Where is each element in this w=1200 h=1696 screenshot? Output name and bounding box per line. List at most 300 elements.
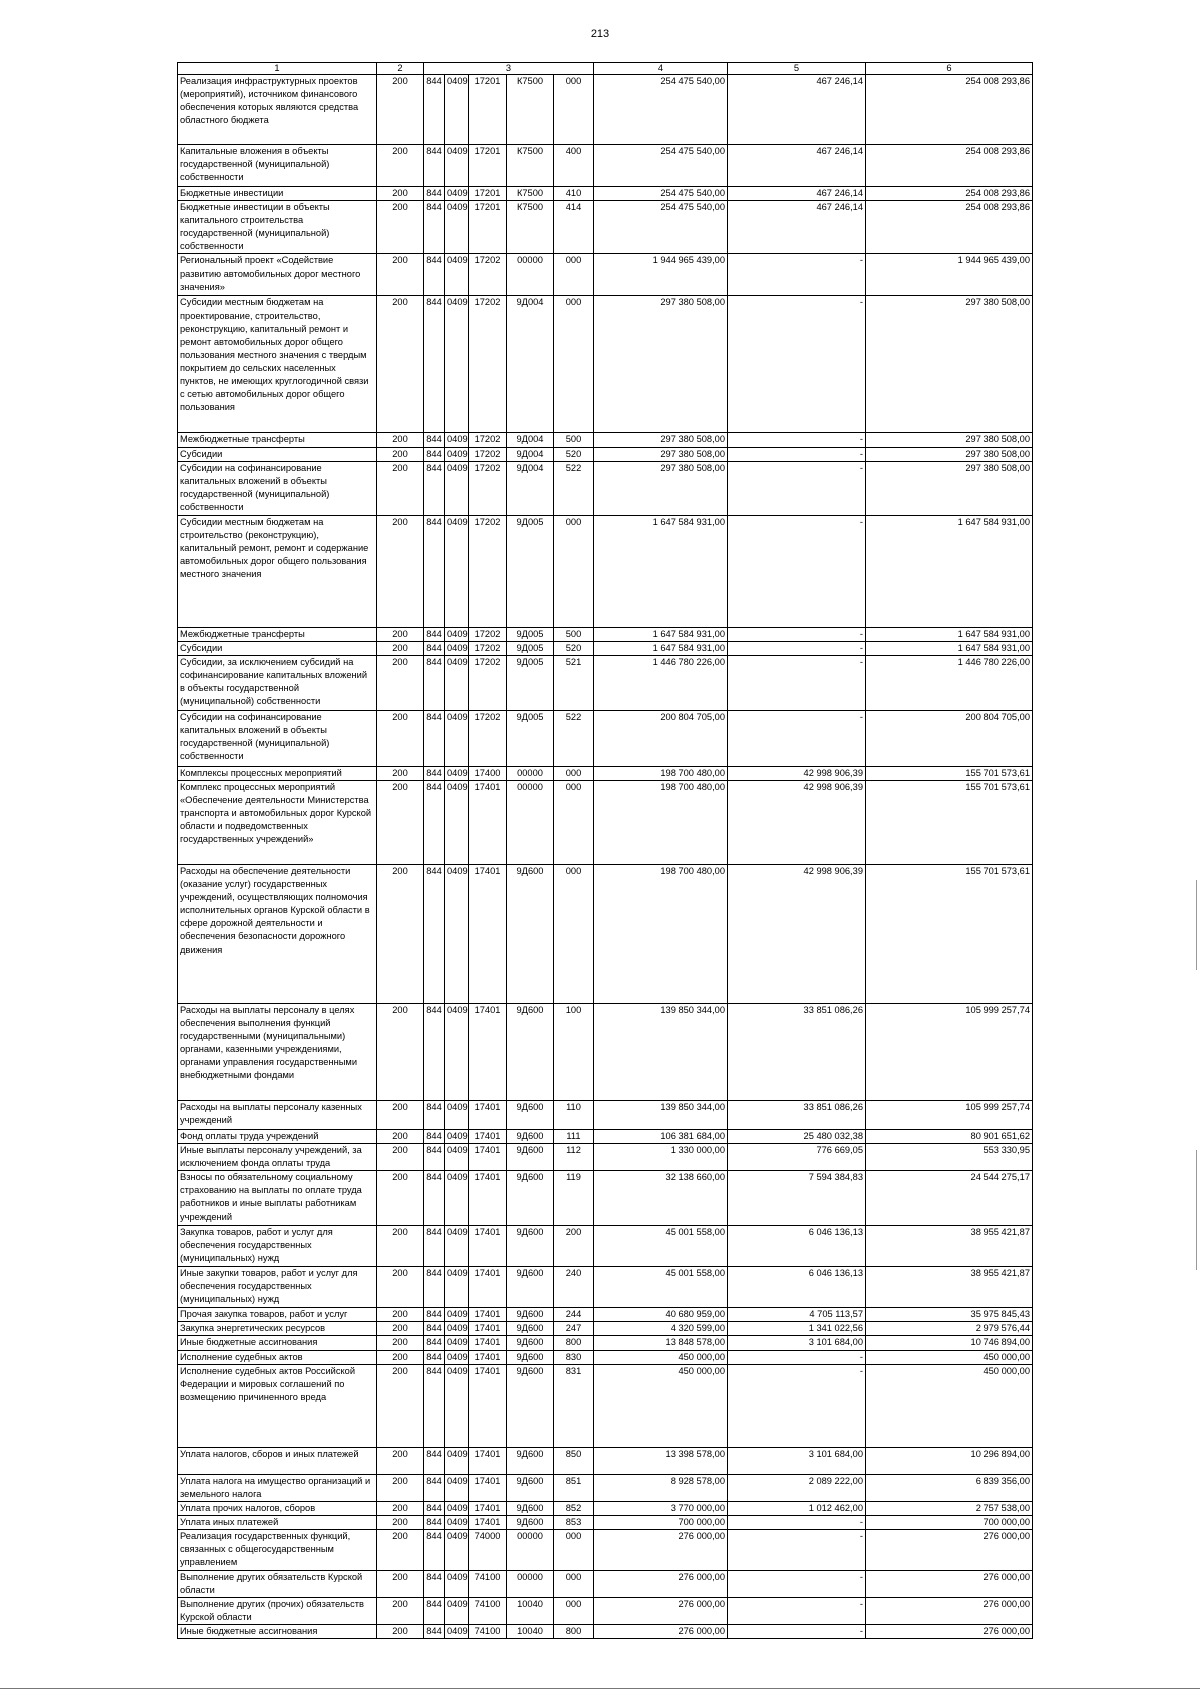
code-program: 17202 [469,433,507,447]
code-program: 17202 [469,627,507,641]
value-col-4: 254 475 540,00 [594,201,728,254]
value-col-6: 24 544 275,17 [866,1171,1033,1226]
code-section: 200 [377,655,424,710]
value-col-4: 450 000,00 [594,1350,728,1364]
code-expense-type: 247 [554,1322,594,1336]
value-col-6: 297 380 508,00 [866,461,1033,515]
page-number: 213 [590,28,610,40]
row-name: Расходы на выплаты персоналу в целях обеспечения выполнения функций государственными (муниципальными) органами, казенными учреждениями, органами управления государственными внебюджетными фондами [178,1003,377,1100]
code-subsection: 0409 [445,710,469,766]
code-ministry: 844 [424,1474,445,1501]
code-direction: 00000 [507,780,554,864]
table-row [178,1570,1033,1597]
value-col-5: 4 705 113,57 [728,1308,866,1322]
code-section: 200 [377,1267,424,1308]
value-col-5: 467 246,14 [728,201,866,254]
code-subsection: 0409 [445,1447,469,1474]
code-expense-type: 112 [554,1144,594,1171]
table-row [178,864,1033,1003]
value-col-5: - [728,710,866,766]
code-subsection: 0409 [445,627,469,641]
row-name: Исполнение судебных актов [178,1350,377,1364]
row-name: Межбюджетные трансферты [178,433,377,447]
value-col-6: 276 000,00 [866,1570,1033,1597]
column-header: 1 [178,63,377,75]
value-col-6: 6 839 356,00 [866,1474,1033,1501]
code-subsection: 0409 [445,1267,469,1308]
code-program: 74100 [469,1598,507,1625]
code-program: 74100 [469,1625,507,1639]
code-program: 17401 [469,1171,507,1226]
code-section: 200 [377,201,424,254]
value-col-4: 276 000,00 [594,1529,728,1570]
code-subsection: 0409 [445,864,469,1003]
code-ministry: 844 [424,1350,445,1364]
code-section: 200 [377,1625,424,1639]
code-section: 200 [377,447,424,461]
code-ministry: 844 [424,864,445,1003]
code-program: 17401 [469,1100,507,1129]
row-name: Бюджетные инвестиции [178,187,377,201]
value-col-6: 297 380 508,00 [866,296,1033,433]
code-program: 17201 [469,145,507,187]
table-row [178,1171,1033,1226]
code-ministry: 844 [424,1501,445,1515]
row-name: Капитальные вложения в объекты государственной (муниципальной) собственности [178,145,377,187]
code-section: 200 [377,1171,424,1226]
code-expense-type: 414 [554,201,594,254]
code-expense-type: 000 [554,1570,594,1597]
table-row [178,1308,1033,1322]
code-expense-type: 110 [554,1100,594,1129]
row-name: Иные закупки товаров, работ и услуг для обеспечения государственных (муниципальных) нужд [178,1267,377,1308]
code-program: 17401 [469,1350,507,1364]
value-col-5: - [728,1350,866,1364]
code-program: 17202 [469,515,507,627]
code-expense-type: 831 [554,1364,594,1447]
value-col-4: 1 647 584 931,00 [594,641,728,655]
code-subsection: 0409 [445,75,469,145]
value-col-4: 297 380 508,00 [594,447,728,461]
code-ministry: 844 [424,1336,445,1350]
value-col-6: 254 008 293,86 [866,75,1033,145]
value-col-4: 1 647 584 931,00 [594,627,728,641]
value-col-6: 105 999 257,74 [866,1100,1033,1129]
value-col-6: 276 000,00 [866,1625,1033,1639]
code-subsection: 0409 [445,254,469,296]
row-name: Субсидии местным бюджетам на строительство (реконструкцию), капитальный ремонт, ремонт и содержание автомобильных дорог общего пользования местного значения [178,515,377,627]
code-expense-type: 851 [554,1474,594,1501]
code-expense-type: 240 [554,1267,594,1308]
value-col-5: - [728,655,866,710]
value-col-6: 450 000,00 [866,1364,1033,1447]
code-program: 17201 [469,201,507,254]
code-direction: 9Д600 [507,1226,554,1267]
code-ministry: 844 [424,1322,445,1336]
row-name: Выполнение других (прочих) обязательств Курской области [178,1598,377,1625]
table-row [178,1129,1033,1143]
code-expense-type: 119 [554,1171,594,1226]
code-expense-type: 100 [554,1003,594,1100]
code-ministry: 844 [424,1100,445,1129]
value-col-5: - [728,641,866,655]
code-subsection: 0409 [445,655,469,710]
code-subsection: 0409 [445,187,469,201]
row-name: Фонд оплаты труда учреждений [178,1129,377,1143]
code-direction: 9Д005 [507,641,554,655]
code-ministry: 844 [424,296,445,433]
row-name: Исполнение судебных актов Российской Федерации и мировых соглашений по возмещению причиненного вреда [178,1364,377,1447]
code-program: 74100 [469,1570,507,1597]
value-col-4: 1 944 965 439,00 [594,254,728,296]
table-row [178,627,1033,641]
value-col-4: 4 320 599,00 [594,1322,728,1336]
code-subsection: 0409 [445,296,469,433]
value-col-6: 38 955 421,87 [866,1267,1033,1308]
value-col-5: 467 246,14 [728,75,866,145]
table-row [178,296,1033,433]
code-program: 17401 [469,1003,507,1100]
code-section: 200 [377,461,424,515]
code-expense-type: 000 [554,515,594,627]
code-direction: 9Д600 [507,1474,554,1501]
code-section: 200 [377,1598,424,1625]
page-bottom-border [0,1688,1200,1689]
code-ministry: 844 [424,655,445,710]
value-col-5: - [728,1598,866,1625]
row-name: Расходы на выплаты персоналу казенных учреждений [178,1100,377,1129]
code-subsection: 0409 [445,1129,469,1143]
value-col-6: 200 804 705,00 [866,710,1033,766]
value-col-6: 1 647 584 931,00 [866,515,1033,627]
code-program: 17401 [469,1267,507,1308]
table-row [178,1267,1033,1308]
value-col-4: 200 804 705,00 [594,710,728,766]
code-subsection: 0409 [445,1598,469,1625]
code-direction: 9Д600 [507,1308,554,1322]
code-ministry: 844 [424,1529,445,1570]
value-col-4: 13 848 578,00 [594,1336,728,1350]
code-section: 200 [377,710,424,766]
code-direction: 9Д600 [507,1501,554,1515]
code-direction: 9Д600 [507,1515,554,1529]
code-ministry: 844 [424,461,445,515]
code-direction: 9Д004 [507,296,554,433]
table-row [178,1515,1033,1529]
value-col-5: 2 089 222,00 [728,1474,866,1501]
value-col-6: 155 701 573,61 [866,780,1033,864]
value-col-5: 467 246,14 [728,145,866,187]
value-col-6: 10 746 894,00 [866,1336,1033,1350]
value-col-5: 25 480 032,38 [728,1129,866,1143]
code-direction: 10040 [507,1625,554,1639]
code-expense-type: 800 [554,1336,594,1350]
value-col-5: 42 998 906,39 [728,780,866,864]
code-subsection: 0409 [445,515,469,627]
value-col-6: 38 955 421,87 [866,1226,1033,1267]
budget-table [177,62,1033,1639]
value-col-4: 198 700 480,00 [594,864,728,1003]
code-ministry: 844 [424,641,445,655]
code-subsection: 0409 [445,1501,469,1515]
code-expense-type: 200 [554,1226,594,1267]
code-program: 74000 [469,1529,507,1570]
value-col-5: 3 101 684,00 [728,1336,866,1350]
code-section: 200 [377,1226,424,1267]
column-header: 4 [594,63,728,75]
code-ministry: 844 [424,766,445,780]
code-section: 200 [377,1308,424,1322]
code-direction: 9Д600 [507,1267,554,1308]
row-name: Межбюджетные трансферты [178,627,377,641]
code-expense-type: 400 [554,145,594,187]
code-section: 200 [377,145,424,187]
table-header-row [178,63,1033,75]
code-ministry: 844 [424,433,445,447]
table-row [178,1100,1033,1129]
code-direction: 9Д600 [507,1171,554,1226]
row-name: Субсидии [178,447,377,461]
value-col-5: - [728,254,866,296]
value-col-6: 105 999 257,74 [866,1003,1033,1100]
value-col-6: 80 901 651,62 [866,1129,1033,1143]
value-col-4: 45 001 558,00 [594,1267,728,1308]
code-section: 200 [377,1336,424,1350]
table-row [178,447,1033,461]
table-row [178,1350,1033,1364]
value-col-5: 33 851 086,26 [728,1100,866,1129]
value-col-5: - [728,1529,866,1570]
code-ministry: 844 [424,75,445,145]
value-col-6: 1 446 780 226,00 [866,655,1033,710]
code-ministry: 844 [424,627,445,641]
code-section: 200 [377,1322,424,1336]
code-program: 17401 [469,1144,507,1171]
value-col-6: 1 647 584 931,00 [866,627,1033,641]
code-section: 200 [377,1570,424,1597]
code-direction: 9Д600 [507,1336,554,1350]
value-col-4: 1 647 584 931,00 [594,515,728,627]
code-program: 17401 [469,1308,507,1322]
code-expense-type: 522 [554,710,594,766]
code-subsection: 0409 [445,201,469,254]
table-row [178,201,1033,254]
code-program: 17401 [469,1336,507,1350]
value-col-4: 3 770 000,00 [594,1501,728,1515]
code-ministry: 844 [424,1570,445,1597]
code-program: 17202 [469,710,507,766]
code-ministry: 844 [424,515,445,627]
code-ministry: 844 [424,780,445,864]
row-name: Уплата прочих налогов, сборов [178,1501,377,1515]
code-expense-type: 520 [554,641,594,655]
code-subsection: 0409 [445,1364,469,1447]
code-section: 200 [377,433,424,447]
value-col-6: 2 979 576,44 [866,1322,1033,1336]
table-row [178,1322,1033,1336]
code-subsection: 0409 [445,766,469,780]
code-direction: 9Д005 [507,515,554,627]
code-program: 17401 [469,1226,507,1267]
value-col-5: 1 012 462,00 [728,1501,866,1515]
code-section: 200 [377,1100,424,1129]
code-ministry: 844 [424,1364,445,1447]
code-expense-type: 000 [554,254,594,296]
code-program: 17202 [469,254,507,296]
table-row [178,1474,1033,1501]
code-ministry: 844 [424,1447,445,1474]
column-header: 6 [866,63,1033,75]
code-direction: 10040 [507,1598,554,1625]
code-subsection: 0409 [445,1144,469,1171]
value-col-6: 155 701 573,61 [866,864,1033,1003]
code-direction: 9Д600 [507,1129,554,1143]
value-col-4: 45 001 558,00 [594,1226,728,1267]
code-expense-type: 500 [554,627,594,641]
code-program: 17401 [469,1474,507,1501]
value-col-6: 1 944 965 439,00 [866,254,1033,296]
code-program: 17401 [469,864,507,1003]
column-header: 3 [424,63,594,75]
value-col-6: 276 000,00 [866,1598,1033,1625]
code-ministry: 844 [424,1598,445,1625]
row-name: Уплата налогов, сборов и иных платежей [178,1447,377,1474]
code-section: 200 [377,1474,424,1501]
code-section: 200 [377,1501,424,1515]
code-section: 200 [377,254,424,296]
code-direction: 9Д005 [507,710,554,766]
code-ministry: 844 [424,254,445,296]
value-col-4: 297 380 508,00 [594,461,728,515]
code-direction: К7500 [507,75,554,145]
code-ministry: 844 [424,201,445,254]
code-subsection: 0409 [445,1515,469,1529]
value-col-5: 42 998 906,39 [728,864,866,1003]
value-col-4: 297 380 508,00 [594,296,728,433]
code-section: 200 [377,1515,424,1529]
value-col-5: 6 046 136,13 [728,1226,866,1267]
code-direction: 9Д600 [507,1364,554,1447]
row-name: Субсидии на софинансирование капитальных вложений в объекты государственной (муниципальной) собственности [178,710,377,766]
row-name: Комплексы процессных мероприятий [178,766,377,780]
value-col-6: 155 701 573,61 [866,766,1033,780]
value-col-4: 13 398 578,00 [594,1447,728,1474]
code-direction: 9Д600 [507,1100,554,1129]
row-name: Реализация инфраструктурных проектов (мероприятий), источником финансового обеспечения которых являются средства областного бюджета [178,75,377,145]
scan-edge-mark [1196,1150,1197,1270]
code-direction: 00000 [507,1570,554,1597]
code-subsection: 0409 [445,1336,469,1350]
row-name: Субсидии [178,641,377,655]
code-ministry: 844 [424,1003,445,1100]
code-expense-type: 521 [554,655,594,710]
code-expense-type: 850 [554,1447,594,1474]
code-program: 17401 [469,1447,507,1474]
code-direction: 9Д600 [507,1003,554,1100]
code-direction: 9Д600 [507,1144,554,1171]
code-section: 200 [377,1003,424,1100]
value-col-6: 297 380 508,00 [866,433,1033,447]
code-direction: 9Д004 [507,461,554,515]
code-expense-type: 520 [554,447,594,461]
code-expense-type: 000 [554,296,594,433]
code-program: 17201 [469,187,507,201]
table-row [178,1625,1033,1639]
value-col-5: 3 101 684,00 [728,1447,866,1474]
code-section: 200 [377,515,424,627]
row-name: Реализация государственных функций, связанных с общегосударственным управлением [178,1529,377,1570]
value-col-5: 7 594 384,83 [728,1171,866,1226]
code-section: 200 [377,766,424,780]
value-col-4: 106 381 684,00 [594,1129,728,1143]
row-name: Иные бюджетные ассигнования [178,1336,377,1350]
code-ministry: 844 [424,1267,445,1308]
code-subsection: 0409 [445,1474,469,1501]
value-col-6: 254 008 293,86 [866,201,1033,254]
code-direction: 9Д600 [507,1350,554,1364]
value-col-5: - [728,433,866,447]
value-col-5: 776 669,05 [728,1144,866,1171]
code-subsection: 0409 [445,780,469,864]
row-name: Уплата налога на имущество организаций и земельного налога [178,1474,377,1501]
code-subsection: 0409 [445,1529,469,1570]
table-row [178,1529,1033,1570]
value-col-4: 198 700 480,00 [594,766,728,780]
table-row [178,1003,1033,1100]
row-name: Расходы на обеспечение деятельности (оказание услуг) государственных учреждений, осуществляющих полномочия исполнительных органов Курской области в сфере дорожной деятельности и обеспечения безопасности дорожного движения [178,864,377,1003]
code-subsection: 0409 [445,1100,469,1129]
scan-edge-mark [1196,880,1197,970]
code-direction: 9Д004 [507,433,554,447]
row-name: Субсидии местным бюджетам на проектирование, строительство, реконструкцию, капитальный ремонт и ремонт автомобильных дорог общего пользования местного значения с твердым покрытием до сельских населенных пунктов, не имеющих круглогодичной связи с сетью автомобильных дорог общего пользования [178,296,377,433]
value-col-6: 254 008 293,86 [866,187,1033,201]
table-row [178,710,1033,766]
code-program: 17202 [469,447,507,461]
value-col-6: 700 000,00 [866,1515,1033,1529]
code-section: 200 [377,1364,424,1447]
code-subsection: 0409 [445,1625,469,1639]
code-subsection: 0409 [445,145,469,187]
code-program: 17401 [469,1129,507,1143]
column-header: 2 [377,63,424,75]
code-ministry: 844 [424,710,445,766]
value-col-4: 254 475 540,00 [594,187,728,201]
code-expense-type: 000 [554,1529,594,1570]
code-section: 200 [377,1447,424,1474]
value-col-6: 297 380 508,00 [866,447,1033,461]
code-subsection: 0409 [445,1171,469,1226]
value-col-4: 1 330 000,00 [594,1144,728,1171]
value-col-4: 450 000,00 [594,1364,728,1447]
value-col-4: 40 680 959,00 [594,1308,728,1322]
code-expense-type: 522 [554,461,594,515]
code-subsection: 0409 [445,641,469,655]
table-row [178,1447,1033,1474]
code-direction: 9Д005 [507,655,554,710]
code-section: 200 [377,627,424,641]
row-name: Взносы по обязательному социальному страхованию на выплаты по оплате труда работников и иные выплаты работникам учреждений [178,1171,377,1226]
value-col-4: 276 000,00 [594,1625,728,1639]
table-row [178,145,1033,187]
code-expense-type: 410 [554,187,594,201]
table-row [178,655,1033,710]
code-program: 17401 [469,1364,507,1447]
code-section: 200 [377,296,424,433]
value-col-6: 254 008 293,86 [866,145,1033,187]
value-col-5: 467 246,14 [728,187,866,201]
table-row [178,1501,1033,1515]
row-name: Закупка энергетических ресурсов [178,1322,377,1336]
